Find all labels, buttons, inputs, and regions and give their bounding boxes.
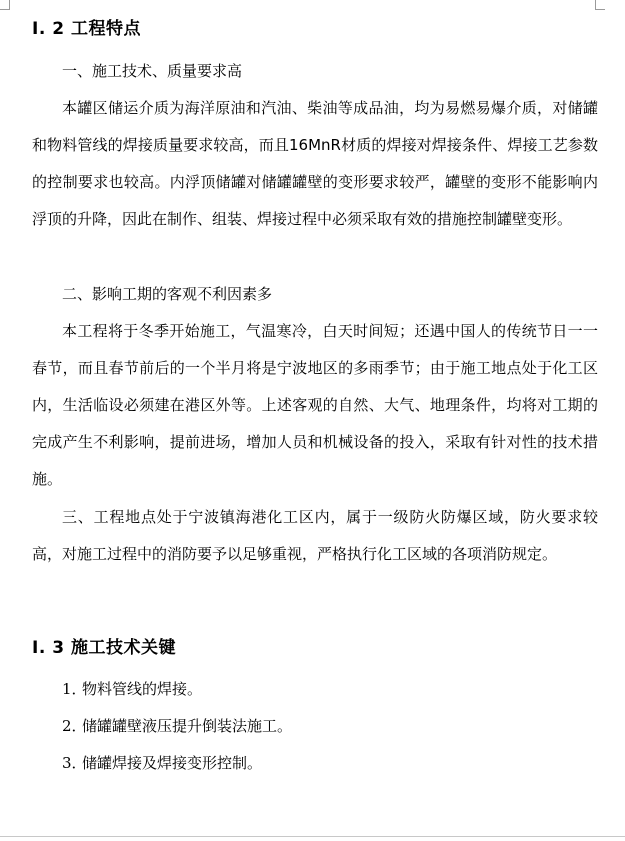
page-corner-mark <box>595 0 605 10</box>
list-item <box>62 745 582 782</box>
list-item-number: 1． <box>62 680 87 698</box>
list-item <box>62 671 582 708</box>
page-bottom-border <box>0 836 625 837</box>
page-corner-mark <box>0 0 10 10</box>
key-technology-list <box>62 671 582 782</box>
paragraph-schedule-factors: 本工程将于冬季开始施工，气温寒冷，白天时间短；还遇中国人的传统节日一一春节，而且春节前后的一个半月将是宁波地区的多雨季节；由于施工地点处于化工区内，生活临设必须建在港区外等。上述客观的自然、大气、地理条件，均将对工期的完成产生不利影响，提前进场，增加人员和机械设备的投入，采取有针对性的技术措施。 <box>32 322 598 488</box>
paragraph-site-fire-safety: 三、工程地点处于宁波镇海港化工区内，属于一级防火防爆区域，防火要求较高，对施工过程中的消防要予以足够重视，严格执行化工区域的各项消防规定。 <box>32 508 598 563</box>
subsection-title-1: 一、施工技术、质量要求高 <box>62 62 243 80</box>
list-item <box>62 708 582 745</box>
list-item-number: 2． <box>62 717 87 735</box>
section-heading-1-2: I. 2 工程特点 <box>32 19 141 39</box>
list-item-text: 储罐焊接及焊接变形控制。 <box>82 754 263 772</box>
section-heading-1-3: I. 3 施工技术关键 <box>32 638 176 658</box>
list-item-text: 物料管线的焊接。 <box>82 680 203 698</box>
list-item-number: 3． <box>62 754 87 772</box>
subsection-title-2: 二、影响工期的客观不利因素多 <box>62 285 273 303</box>
paragraph-technical-quality: 本罐区储运介质为海洋原油和汽油、柴油等成品油，均为易燃易爆介质，对储罐和物料管线的焊接质量要求较高，而且16MnR材质的焊接对焊接条件、焊接工艺参数的控制要求也较高。内浮顶储罐对储罐罐壁的变形要求较严，罐壁的变形不能影响内浮顶的升降，因此在制作、组装、焊接过程中必须采取有效的措施控制罐壁变形。 <box>32 99 598 228</box>
list-item-text: 储罐罐壁液压提升倒装法施工。 <box>82 717 293 735</box>
